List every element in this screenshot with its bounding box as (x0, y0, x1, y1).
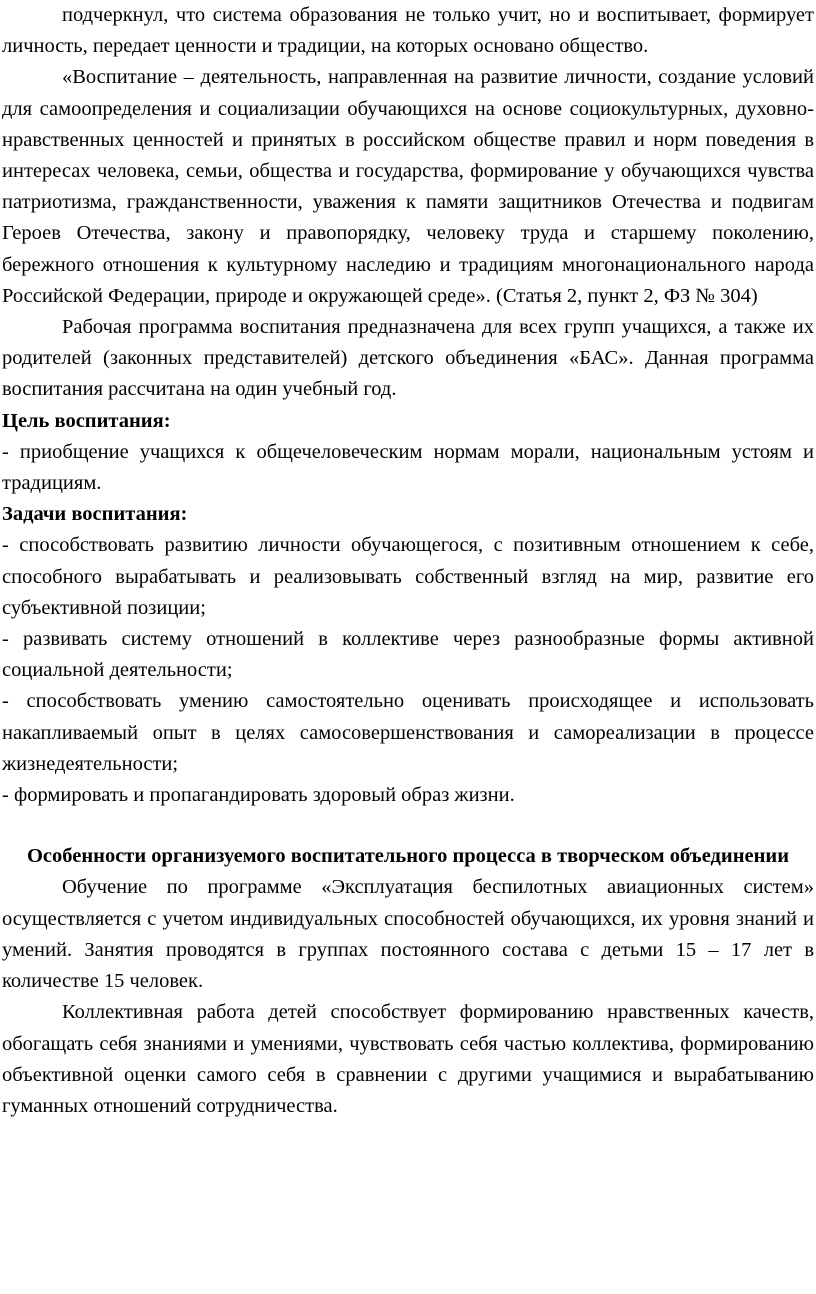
tasks-heading: Задачи воспитания: (2, 503, 188, 526)
task-item: - способствовать умению самостоятельно оценивать происходящее и использовать накапливаемый опыт в целях самосовершенствования и самореализации в процессе жизнедеятельности; (2, 690, 814, 775)
task-item: - формировать и пропагандировать здоровый образ жизни. (2, 784, 515, 807)
goal-heading: Цель воспитания: (2, 409, 171, 432)
paragraph-law-quote: «Воспитание – деятельность, направленная на развитие личности, создание условий для самоопределения и социализации обучающихся на основе социокультурных, духовно-нравственных ценностей и принятых в российском обществе правил и норм поведения в интересах человека, семьи, общества и государства, формирование у обучающихся чувства патриотизма, гражданственности, уважения к памяти защитников Отечества и подвигам Героев Отечества, закону и правопорядку, человеку труда и старшему поколению, бережного отношения к культурному наследию и традициям многонационального народа Российской Федерации, природе и окружающей среде». (Статья 2, пункт 2, ФЗ № 304) (2, 66, 814, 307)
task-item: - развивать систему отношений в коллективе через разнообразные формы активной социальной деятельности; (2, 628, 814, 682)
paragraph-intro: подчеркнул, что система образования не только учит, но и воспитывает, формирует личность, передает ценности и традиции, на которых основано общество. (2, 4, 814, 58)
section-paragraph-teamwork: Коллективная работа детей способствует формированию нравственных качеств, обогащать себя знаниями и умениями, чувствовать себя частью коллектива, формированию объективной оценки самого себя в сравнении с другими учащимися и вырабатыванию гуманных отношений сотрудничества. (2, 1001, 814, 1117)
section-paragraph-training: Обучение по программе «Эксплуатация беспилотных авиационных систем» осуществляется с учетом индивидуальных способностей обучающихся, их уровня знаний и умений. Занятия проводятся в группах постоянного состава с детьми 15 – 17 лет в количестве 15 человек. (2, 876, 814, 993)
goal-text: - приобщение учащихся к общечеловеческим нормам морали, национальным устоям и традициям. (2, 440, 814, 495)
section-title: Особенности организуемого воспитательного процесса в творческом объединении (26, 845, 790, 868)
task-item: - способствовать развитию личности обучающегося, с позитивным отношением к себе, способного вырабатывать и реализовывать собственный взгляд на мир, развитие его субъективной позиции; (2, 534, 814, 619)
paragraph-program-scope: Рабочая программа воспитания предназначена для всех групп учащихся, а также их родителей (законных представителей) детского объединения «БАС». Данная программа воспитания рассчитана на один учебный год. (2, 316, 814, 401)
